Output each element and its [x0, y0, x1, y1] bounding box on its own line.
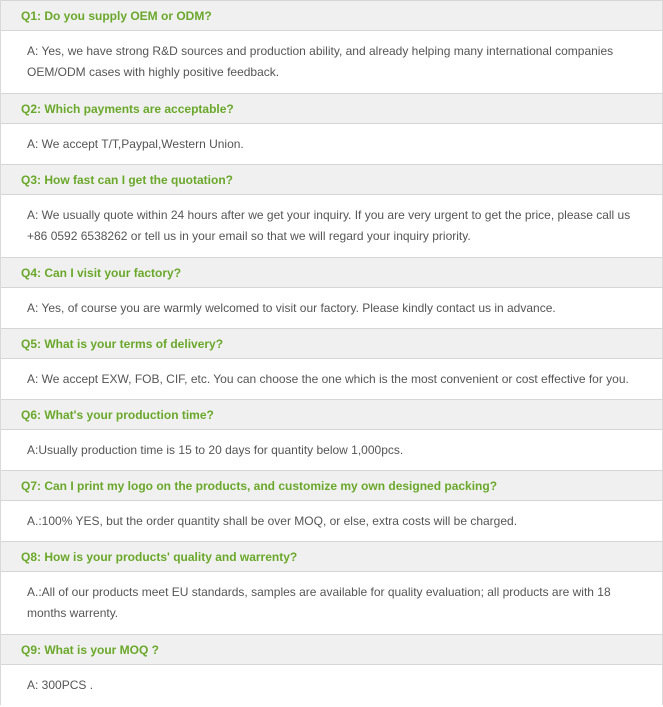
- faq-answer-7: [1, 501, 662, 541]
- faq-question-6: Q6: What's your production time?: [1, 399, 662, 430]
- faq-question-2: Q2: Which payments are acceptable?: [1, 93, 662, 124]
- faq-question-4: Q4: Can I visit your factory?: [1, 257, 662, 288]
- faq-question-3: Q3: How fast can I get the quotation?: [1, 164, 662, 195]
- faq-answer-text-1: A: Yes, we have strong R&D sources and production ability, and already helping many international companies OEM/ODM cases with highly positive feedback.: [27, 44, 614, 79]
- faq-question-7: Q7: Can I print my logo on the products, and customize my own designed packing?: [1, 470, 662, 501]
- faq-answer-text-7: A.:100% YES, but the order quantity shall be over MOQ, or else, extra costs will be charged.: [27, 513, 518, 528]
- faq-question-1: Q1: Do you supply OEM or ODM?: [1, 0, 662, 31]
- faq-answer-1: [1, 31, 662, 93]
- faq-answer-2: [1, 124, 662, 164]
- faq-answer-9: [1, 665, 662, 705]
- faq-answer-text-2: A: We accept T/T,Paypal,Western Union.: [27, 136, 244, 151]
- faq-question-9: Q9: What is your MOQ ?: [1, 634, 662, 665]
- faq-answer-3: [1, 195, 662, 257]
- faq-answer-text-6: A:Usually production time is 15 to 20 days for quantity below 1,000pcs.: [27, 442, 404, 457]
- faq-answer-6: [1, 430, 662, 470]
- faq-answer-text-3: A: We usually quote within 24 hours after we get your inquiry. If you are very urgent to get the price, please call us +86 0592 6538262 or tell us in your email so that we will regard your inquiry priority.: [27, 208, 631, 243]
- faq-question-5: Q5: What is your terms of delivery?: [1, 328, 662, 359]
- faq-answer-4: [1, 288, 662, 328]
- faq-answer-5: [1, 359, 662, 399]
- faq-answer-text-9: A: 300PCS .: [27, 677, 94, 692]
- faq-answer-text-5: A: We accept EXW, FOB, CIF, etc. You can choose the one which is the most convenient or cost effective for you.: [27, 371, 629, 386]
- faq-answer-text-8: A.:All of our products meet EU standards, samples are available for quality evaluation; all products are with 18 months warrenty.: [27, 585, 611, 620]
- faq-answer-text-4: A: Yes, of course you are warmly welcomed to visit our factory. Please kindly contact us in advance.: [27, 300, 556, 315]
- faq-question-8: Q8: How is your products' quality and warrenty?: [1, 541, 662, 572]
- faq-answer-8: [1, 572, 662, 634]
